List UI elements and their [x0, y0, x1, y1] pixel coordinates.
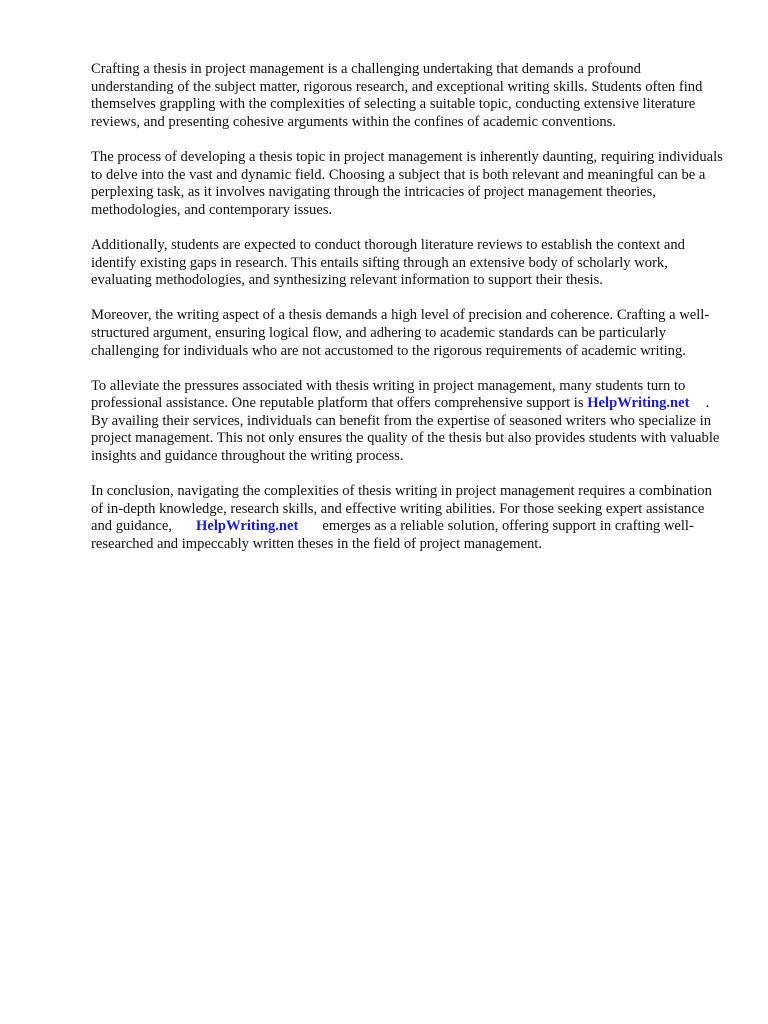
paragraph-6-text-after: emerges as a reliable solution, offering support in crafting well-researched and impeccably written theses in the field of project management.	[91, 518, 694, 553]
paragraph-6	[91, 483, 727, 553]
document-body	[91, 61, 727, 571]
helpwriting-link[interactable]: HelpWriting.net	[587, 395, 690, 412]
paragraph-6-text-before: In conclusion, navigating the complexities of thesis writing in project management requires a combination of in-depth knowledge, research skills, and effective writing abilities. For those seeking expert assistance and guidance,	[91, 483, 712, 535]
paragraph-2: The process of developing a thesis topic in project management is inherently daunting, requiring individuals to delve into the vast and dynamic field. Choosing a subject that is both relevant and meaningful can be a perplexing task, as it involves navigating through the intricacies of project management theories, methodologies, and contemporary issues.	[91, 148, 723, 218]
paragraph-5-text-after: . By availing their services, individuals can benefit from the expertise of seasoned writers who specialize in project management. This not only ensures the quality of the thesis but also provides students with valuable insights and guidance throughout the writing process.	[91, 395, 720, 465]
paragraph-1: Crafting a thesis in project management is a challenging undertaking that demands a profound understanding of the subject matter, rigorous research, and exceptional writing skills. Students often find themselves grappling with the complexities of selecting a suitable topic, conducting extensive literature reviews, and presenting cohesive arguments within the confines of academic conventions.	[91, 61, 703, 130]
paragraph-5-text-before: To alleviate the pressures associated with thesis writing in project management, many students turn to professional assistance. One reputable platform that offers comprehensive support is	[91, 377, 686, 412]
paragraph-4: Moreover, the writing aspect of a thesis demands a high level of precision and coherence. Crafting a well-structured argument, ensuring logical flow, and adhering to academic standards can be particularly challenging for individuals who are not accustomed to the rigorous requirements of academic writing.	[91, 307, 710, 359]
paragraph-3: Additionally, students are expected to conduct thorough literature reviews to establish the context and identify existing gaps in research. This entails sifting through an extensive body of scholarly work, evaluating methodologies, and synthesizing relevant information to support their thesis.	[91, 236, 685, 289]
helpwriting-link[interactable]: HelpWriting.net	[196, 518, 299, 535]
paragraph-5	[91, 378, 727, 466]
